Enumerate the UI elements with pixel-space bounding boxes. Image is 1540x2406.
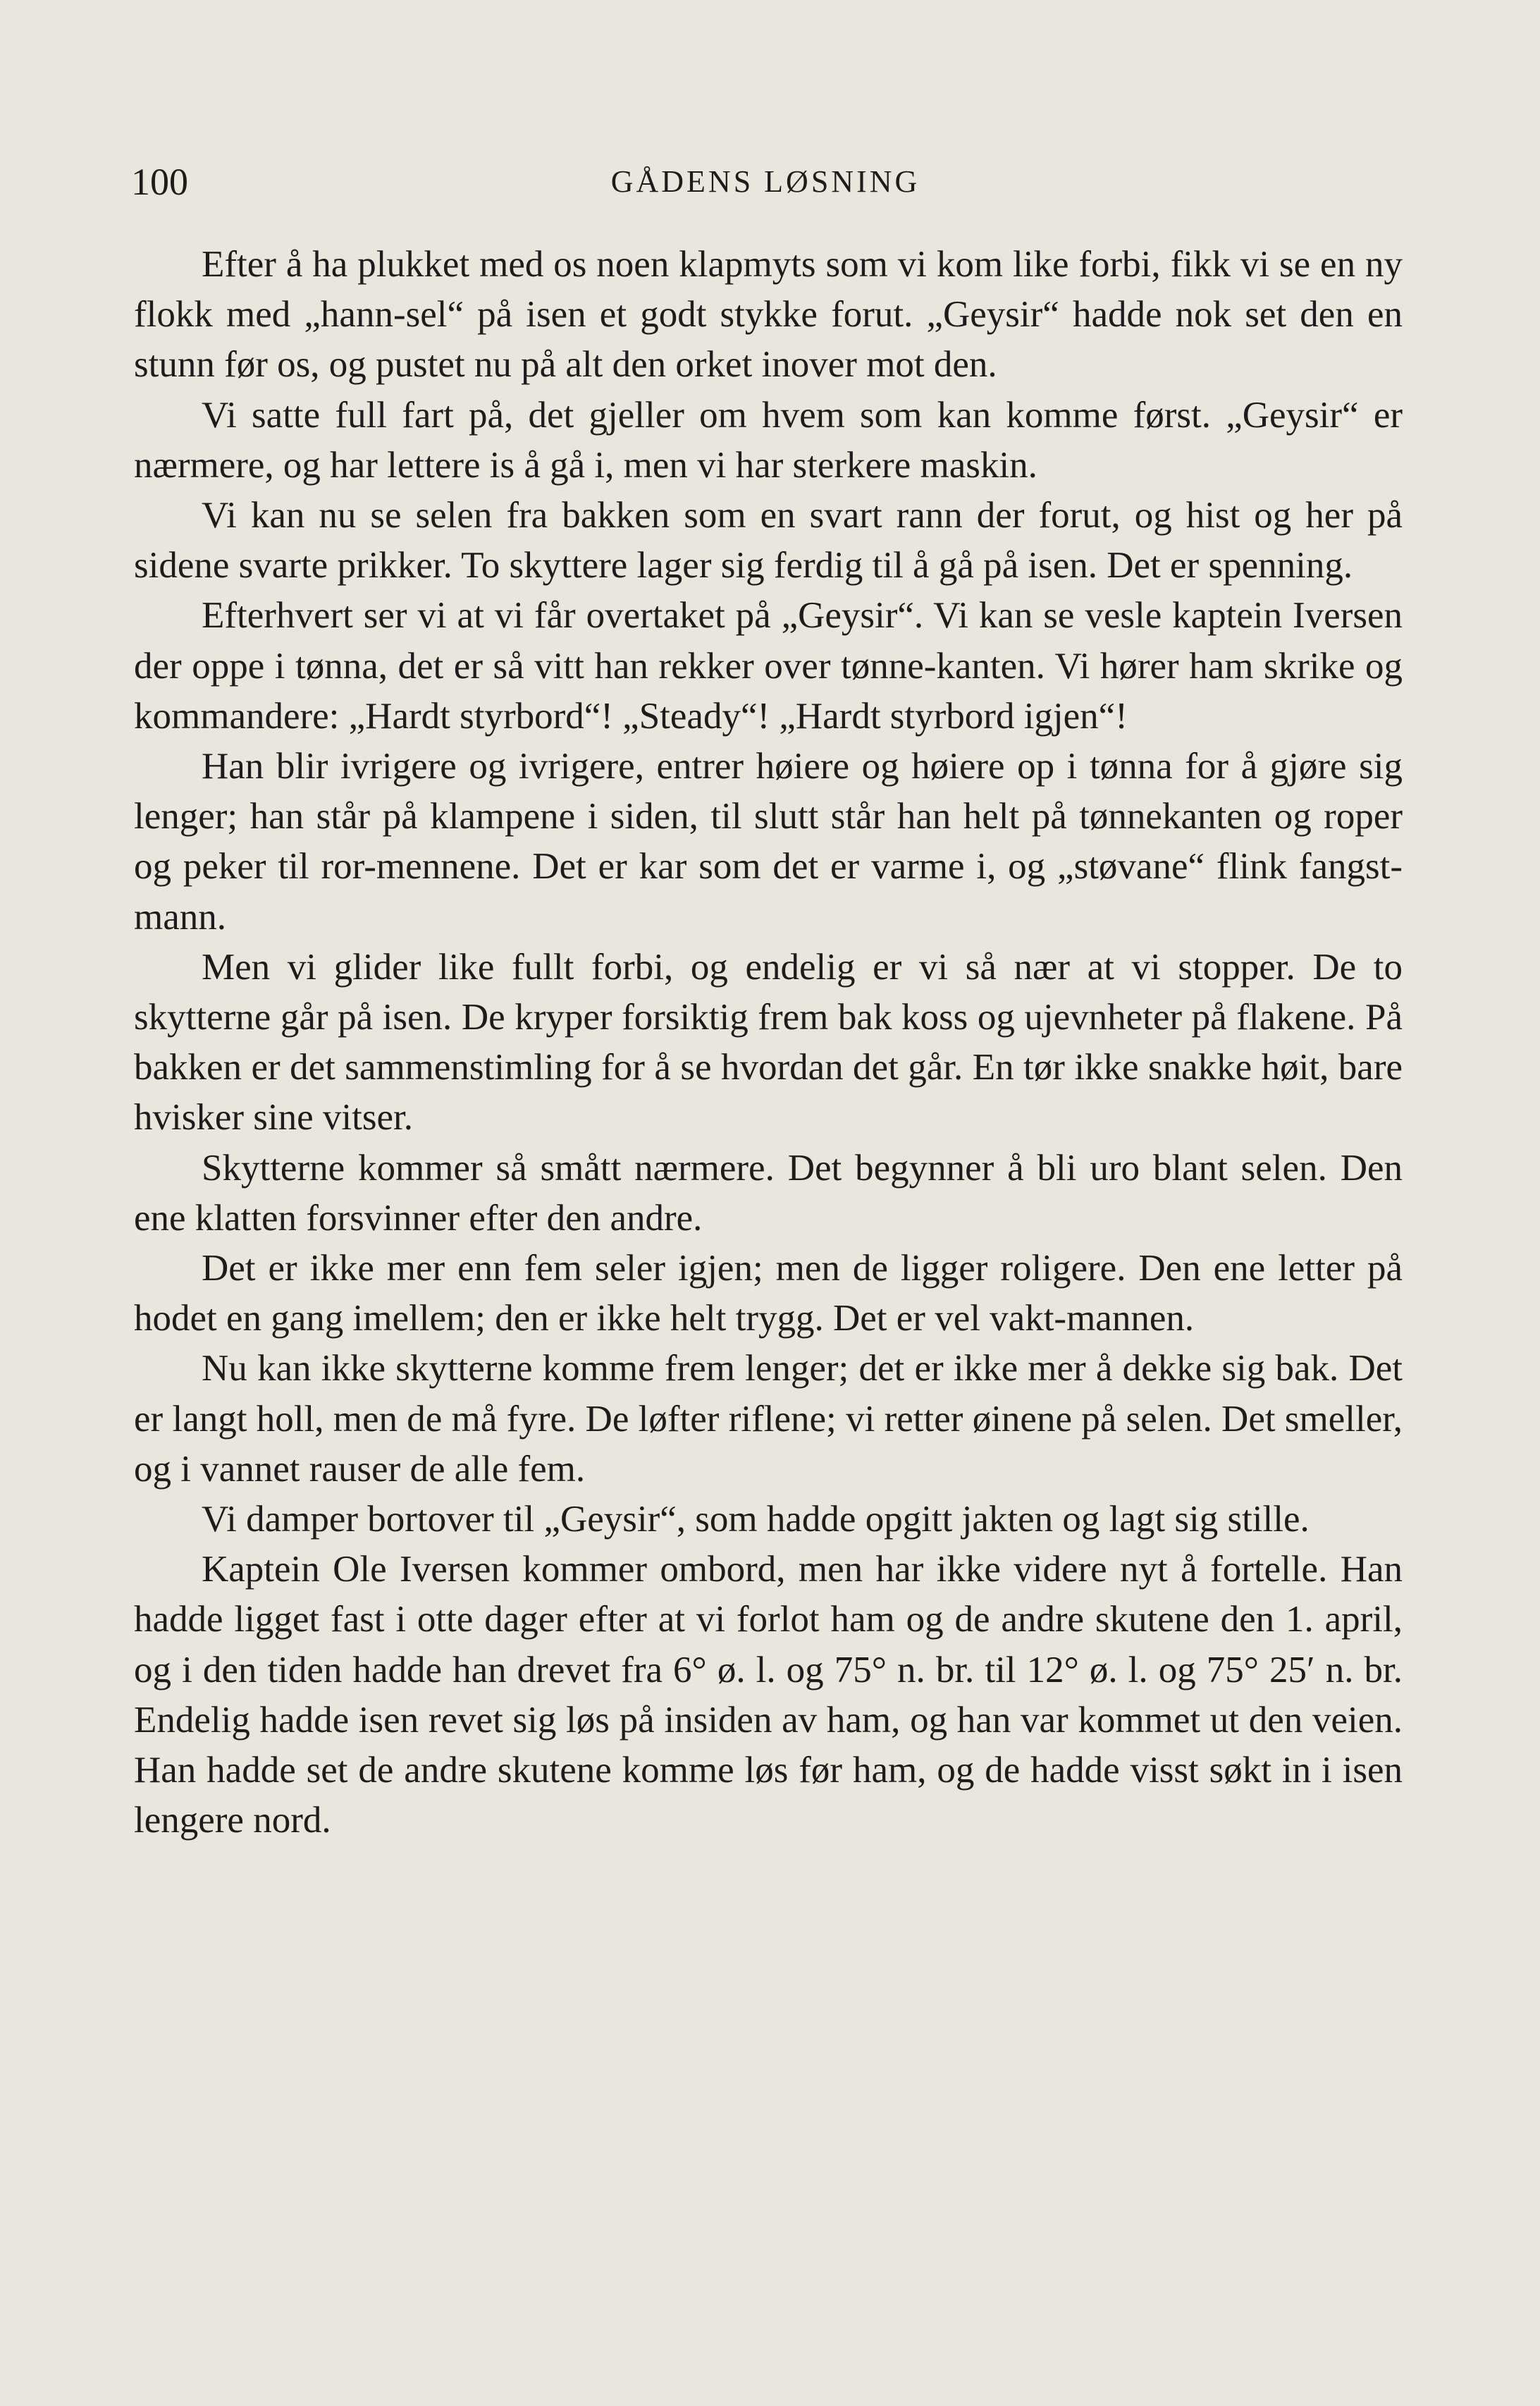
paragraph: Efterhvert ser vi at vi får overtaket på „Geysir“. Vi kan se vesle kaptein Iversen der oppe i tønna, det er så vitt han rekker over tønne-kanten. Vi hører ham skrike og kommandere: „Hardt styrbord“! „Steady“! „Hardt styrbord igjen“! (134, 595, 1403, 737)
paragraph: Nu kan ikke skytterne komme frem lenger; det er ikke mer å dekke sig bak. Det er langt holl, men de må fyre. De løfter riflene; vi retter øinene på selen. Det smeller, og i vannet rauser de alle fem. (134, 1348, 1403, 1490)
paragraph: Det er ikke mer enn fem seler igjen; men de ligger roligere. Den ene letter på hodet en gang imellem; den er ikke helt trygg. Det er vel vakt-mannen. (134, 1248, 1403, 1339)
paragraph: Vi kan nu se selen fra bakken som en svart rann der forut, og hist og her på sidene svarte prikker. To skyttere lager sig ferdig til å gå på isen. Det er spenning. (134, 495, 1403, 587)
paragraph: Kaptein Ole Iversen kommer ombord, men har ikke videre nyt å fortelle. Han hadde ligget fast i otte dager efter at vi forlot ham og de andre skutene den 1. april, og i den tiden hadde han drevet fra 6° ø. l. og 75° n. br. til 12° ø. l. og 75° 25′ n. br. Endelig hadde isen revet sig løs på insiden av ham, og han var kommet ut den veien. Han hadde set de andre skutene komme løs før ham, og de hadde visst søkt in i isen lengere nord. (134, 1549, 1403, 1841)
paragraph: Skytterne kommer så smått nærmere. Det begynner å bli uro blant selen. Den ene klatten forsvinner efter den andre. (134, 1147, 1403, 1239)
page-body (134, 240, 1403, 1846)
paragraph: Vi damper bortover til „Geysir“, som hadde opgitt jakten og lagt sig stille. (202, 1499, 1310, 1540)
page-header (131, 154, 1400, 210)
paragraph: Efter å ha plukket med os noen klapmyts som vi kom like forbi, fikk vi se en ny flokk med „hann-sel“ på isen et godt stykke forut. „Geysir“ hadde nok set den en stunn før os, og pustet nu på alt den orket inover mot den. (134, 244, 1403, 386)
page-number: 100 (131, 161, 188, 203)
running-title: GÅDENS LØSNING (610, 164, 920, 199)
paragraph: Vi satte full fart på, det gjeller om hvem som kan komme først. „Geysir“ er nærmere, og har lettere is å gå i, men vi har sterkere maskin. (134, 394, 1403, 486)
paragraph: Han blir ivrigere og ivrigere, entrer høiere og høiere op i tønna for å gjøre sig lenger; han står på klampene i siden, til slutt står han helt på tønnekanten og roper og peker til ror-mennene. Det er kar som det er varme i, og „støvane“ flink fangst-mann. (134, 746, 1403, 938)
paragraph: Men vi glider like fullt forbi, og endelig er vi så nær at vi stopper. De to skytterne går på isen. De kryper forsiktig frem bak koss og ujevnheter på flakene. På bakken er det sammenstimling for å se hvordan det går. En tør ikke snakke høit, bare hvisker sine vitser. (134, 946, 1403, 1138)
